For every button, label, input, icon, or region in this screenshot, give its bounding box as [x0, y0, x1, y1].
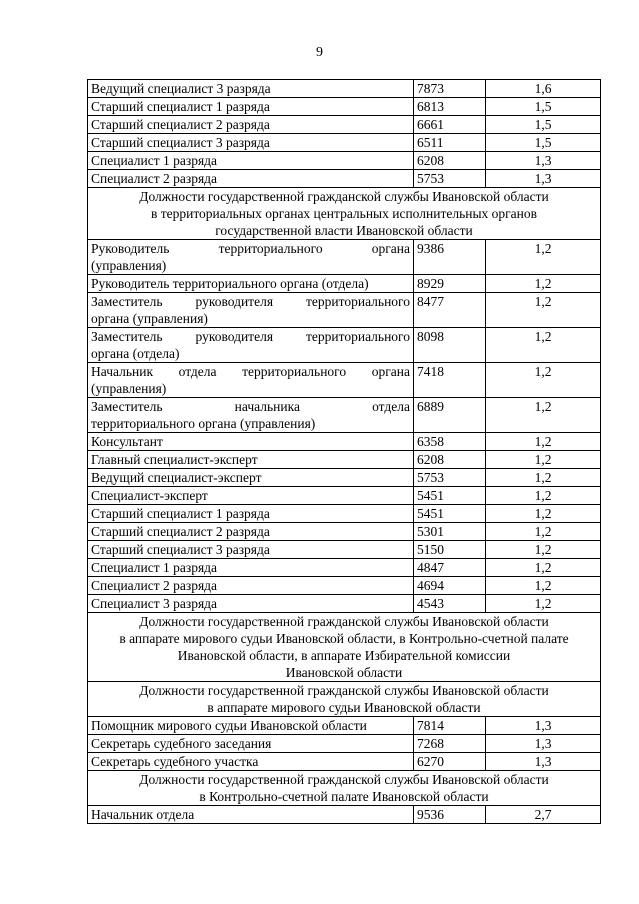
table-row	[88, 487, 601, 505]
table-row	[88, 735, 601, 753]
position-title-cell: Руководитель территориального органа (отдела)	[88, 275, 414, 293]
position-title-cell: Специалист 2 разряда	[88, 170, 414, 188]
section-header-line: в территориальных органах центральных исполнительных органов	[150, 206, 538, 221]
position-title-cell: Старший специалист 1 разряда	[88, 98, 414, 116]
position-title-cell: Секретарь судебного участка	[88, 753, 414, 771]
coefficient-cell: 1,2	[486, 293, 601, 328]
table-row	[88, 469, 601, 487]
section-header-line: в аппарате мирового судьи Ивановской области	[207, 700, 481, 715]
salary-cell: 9386	[414, 240, 486, 275]
position-title-cell: Специалист-эксперт	[88, 487, 414, 505]
table-row	[88, 806, 601, 824]
coefficient-cell: 1,2	[486, 328, 601, 363]
table-row	[88, 717, 601, 735]
coefficient-cell: 1,3	[486, 170, 601, 188]
coefficient-cell: 1,2	[486, 469, 601, 487]
section-header	[88, 682, 601, 717]
table-row	[88, 98, 601, 116]
position-title-line: (управления)	[91, 258, 167, 273]
coefficient-cell: 1,2	[486, 505, 601, 523]
position-title-cell: Ведущий специалист 3 разряда	[88, 80, 414, 98]
page-number: 9	[316, 45, 323, 60]
table-row	[88, 80, 601, 98]
coefficient-cell: 2,7	[486, 806, 601, 824]
salary-cell: 5451	[414, 505, 486, 523]
section-header-line: Должности государственной гражданской службы Ивановской области	[139, 614, 549, 629]
position-title-cell: Ведущий специалист-эксперт	[88, 469, 414, 487]
coefficient-cell: 1,2	[486, 451, 601, 469]
position-title-cell: Старший специалист 1 разряда	[88, 505, 414, 523]
section-header-line: Должности государственной гражданской службы Ивановской области	[139, 189, 549, 204]
table-row	[88, 293, 601, 328]
table-row	[88, 116, 601, 134]
table-body	[88, 80, 601, 824]
table-row	[88, 134, 601, 152]
coefficient-cell: 1,5	[486, 134, 601, 152]
position-title-cell	[88, 293, 414, 328]
salary-cell: 7418	[414, 363, 486, 398]
coefficient-cell: 1,2	[486, 433, 601, 451]
coefficient-cell: 1,2	[486, 398, 601, 433]
table-row	[88, 398, 601, 433]
salary-cell: 5301	[414, 523, 486, 541]
coefficient-cell: 1,3	[486, 717, 601, 735]
section-header-row	[88, 682, 601, 717]
salary-cell: 5451	[414, 487, 486, 505]
section-header-line: Ивановской области	[285, 665, 403, 680]
table-row	[88, 753, 601, 771]
position-title-cell: Специалист 3 разряда	[88, 595, 414, 613]
section-header	[88, 613, 601, 682]
salary-cell: 6270	[414, 753, 486, 771]
salary-cell: 5753	[414, 170, 486, 188]
coefficient-cell: 1,3	[486, 753, 601, 771]
salary-table	[87, 79, 601, 824]
table-row	[88, 523, 601, 541]
position-title-line: органа (отдела)	[91, 346, 180, 361]
position-title-cell: Старший специалист 3 разряда	[88, 541, 414, 559]
coefficient-cell: 1,2	[486, 523, 601, 541]
table-row	[88, 363, 601, 398]
table-row	[88, 577, 601, 595]
position-title-cell: Специалист 1 разряда	[88, 559, 414, 577]
position-title-cell: Помощник мирового судьи Ивановской области	[88, 717, 414, 735]
salary-cell: 5753	[414, 469, 486, 487]
position-title-cell: Старший специалист 2 разряда	[88, 523, 414, 541]
position-title-cell: Начальник отдела	[88, 806, 414, 824]
table-row	[88, 595, 601, 613]
position-title-line: Начальник отдела территориального органа	[91, 364, 410, 379]
table-row	[88, 433, 601, 451]
salary-cell: 6208	[414, 152, 486, 170]
position-title-cell	[88, 328, 414, 363]
coefficient-cell: 1,2	[486, 275, 601, 293]
section-header-line: государственной власти Ивановской области	[215, 223, 473, 238]
position-title-line: Заместитель начальника отдела	[91, 399, 410, 414]
position-title-cell	[88, 398, 414, 433]
position-title-line: Заместитель руководителя территориального	[91, 294, 410, 309]
salary-cell: 8929	[414, 275, 486, 293]
section-header-line: в аппарате мирового судьи Ивановской области, в Контрольно-счетной палате	[119, 631, 569, 646]
salary-cell: 7268	[414, 735, 486, 753]
coefficient-cell: 1,6	[486, 80, 601, 98]
section-header-row	[88, 771, 601, 806]
coefficient-cell: 1,2	[486, 487, 601, 505]
coefficient-cell: 1,5	[486, 98, 601, 116]
salary-cell: 6208	[414, 451, 486, 469]
salary-cell: 6358	[414, 433, 486, 451]
coefficient-cell: 1,3	[486, 735, 601, 753]
section-header-line: Должности государственной гражданской службы Ивановской области	[139, 772, 549, 787]
position-title-cell: Старший специалист 2 разряда	[88, 116, 414, 134]
section-header	[88, 771, 601, 806]
table-row	[88, 275, 601, 293]
salary-cell: 8098	[414, 328, 486, 363]
salary-cell: 6889	[414, 398, 486, 433]
position-title-line: Руководитель территориального органа	[91, 241, 410, 256]
table-row	[88, 541, 601, 559]
coefficient-cell: 1,3	[486, 152, 601, 170]
position-title-cell: Консультант	[88, 433, 414, 451]
salary-cell: 4543	[414, 595, 486, 613]
salary-cell: 6813	[414, 98, 486, 116]
table-row	[88, 559, 601, 577]
coefficient-cell: 1,2	[486, 577, 601, 595]
salary-cell: 6661	[414, 116, 486, 134]
position-title-line: органа (управления)	[91, 311, 208, 326]
position-title-cell: Секретарь судебного заседания	[88, 735, 414, 753]
position-title-line: (управления)	[91, 381, 167, 396]
section-header-line: в Контрольно-счетной палате Ивановской области	[199, 789, 489, 804]
salary-cell: 7873	[414, 80, 486, 98]
coefficient-cell: 1,2	[486, 240, 601, 275]
salary-cell: 5150	[414, 541, 486, 559]
section-header-line: Ивановской области, в аппарате Избирательной комиссии	[177, 648, 511, 663]
position-title-cell	[88, 240, 414, 275]
salary-cell: 7814	[414, 717, 486, 735]
coefficient-cell: 1,2	[486, 363, 601, 398]
table-row	[88, 240, 601, 275]
position-title-cell: Специалист 1 разряда	[88, 152, 414, 170]
coefficient-cell: 1,5	[486, 116, 601, 134]
section-header-row	[88, 188, 601, 240]
salary-cell: 9536	[414, 806, 486, 824]
position-title-cell: Главный специалист-эксперт	[88, 451, 414, 469]
table-row	[88, 152, 601, 170]
salary-cell: 4694	[414, 577, 486, 595]
table-row	[88, 451, 601, 469]
coefficient-cell: 1,2	[486, 541, 601, 559]
position-title-line: Заместитель руководителя территориального	[91, 329, 410, 344]
section-header-line: Должности государственной гражданской службы Ивановской области	[139, 683, 549, 698]
salary-cell: 6511	[414, 134, 486, 152]
section-header	[88, 188, 601, 240]
position-title-line: территориального органа (управления)	[91, 416, 316, 431]
table-row	[88, 328, 601, 363]
section-header-row	[88, 613, 601, 682]
table-row	[88, 505, 601, 523]
position-title-cell	[88, 363, 414, 398]
table-row	[88, 170, 601, 188]
position-title-cell: Старший специалист 3 разряда	[88, 134, 414, 152]
coefficient-cell: 1,2	[486, 559, 601, 577]
salary-cell: 8477	[414, 293, 486, 328]
coefficient-cell: 1,2	[486, 595, 601, 613]
position-title-cell: Специалист 2 разряда	[88, 577, 414, 595]
salary-cell: 4847	[414, 559, 486, 577]
